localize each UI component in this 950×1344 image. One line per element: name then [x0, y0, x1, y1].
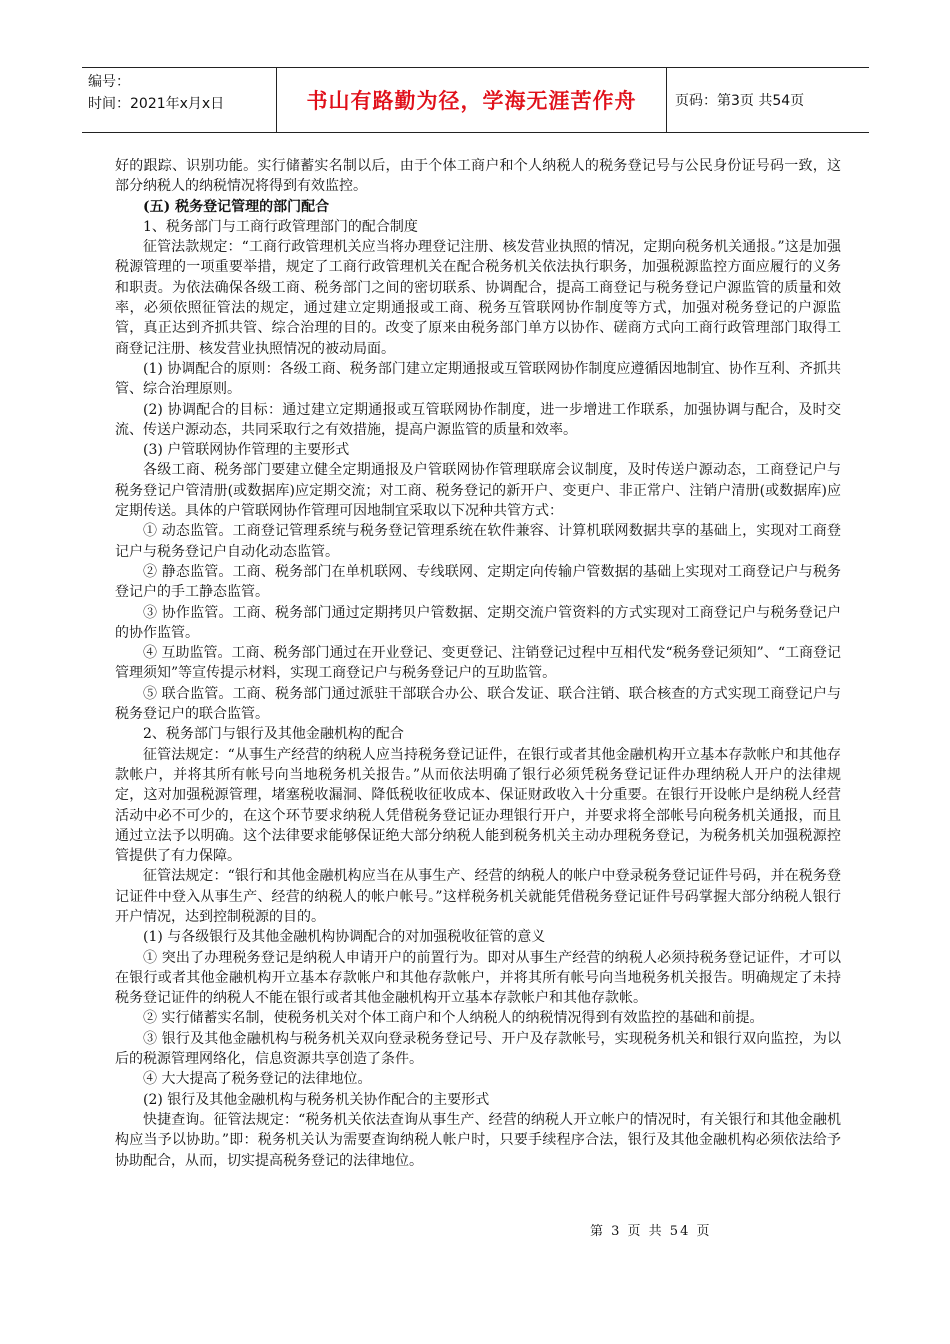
header-page-info: 页码：第3页 共54页 — [675, 93, 805, 109]
paragraph: ③ 银行及其他金融机构与税务机关双向登录税务登记号、开户及存款帐号，实现税务机关和银行双向监控，为以后的税源管理网络化，信息资源共享创造了条件。 — [115, 1030, 841, 1068]
paragraph: ⑤ 联合监管。工商、税务部门通过派驻干部联合办公、联合发证、联合注销、联合核查的方式实现工商登记户与税务登记户的联合监管。 — [115, 685, 841, 723]
paragraph: 征管法规定：“从事生产经营的纳税人应当持税务登记证件，在银行或者其他金融机构开立基本存款帐户和其他存款帐户，并将其所有帐号向当地税务机关报告。”从而依法明确了银行必须凭税务登记证件办理纳税人开户的法律规定，这对加强税源管理，堵塞税收漏洞、降低税收征收成本、保证财政收入十分重要。在银行开设帐户是纳税人经营活动中必不可少的，在这个环节要求纳税人凭借税务登记证办理银行开户，并要求将全部帐号向税务机关通报，而且通过立法予以明确。这个法律要求能够保证绝大部分纳税人能到税务机关主动办理税务登记，为税务机关加强税源控管提供了有力保障。 — [115, 746, 841, 865]
document-number-label: 编号： — [88, 74, 130, 90]
paragraph: (1) 协调配合的原则：各级工商、税务部门建立定期通报或互管联网协作制度应遵循因地制宜、协作互利、齐抓共管、综合治理原则。 — [115, 360, 841, 398]
paragraph: (2) 协调配合的目标：通过建立定期通报或互管联网协作制度，进一步增进工作联系，加强协调与配合，及时交流、传送户源动态，共同采取行之有效措施，提高户源监管的质量和效率。 — [115, 401, 841, 438]
paragraph: 快捷查询。征管法规定：“税务机关依法查询从事生产、经营的纳税人开立帐户的情况时，有关银行和其他金融机构应当予以协助。”即：税务机关认为需要查询纳税人帐户时，只要手续程序合法，银行及其他金融机构必须依法给予协助配合，从而，切实提高税务登记的法律地位。 — [115, 1111, 841, 1169]
paragraph: 1、税务部门与工商行政管理部门的配合制度 — [143, 218, 418, 235]
paragraph: ② 实行储蓄实名制，使税务机关对个体工商户和个人纳税人的纳税情况得到有效监控的基础和前提。 — [143, 1010, 764, 1027]
paragraph: ② 静态监管。工商、税务部门在单机联网、专线联网、定期定向传输户管数据的基础上实现对工商登记户与税务登记户的手工静态监管。 — [115, 563, 841, 601]
paragraph: 征管法款规定：“工商行政管理机关应当将办理登记注册、核发营业执照的情况，定期向税务机关通报。”这是加强税源管理的一项重要举措，规定了工商行政管理机关在配合税务机关依法执行职务，加强税源监控方面应履行的义务和职责。为依法确保各级工商、税务部门之间的密切联系、协调配合，提高工商登记与税务登记户源监管的质量和效率，必须依照征管法的规定，通过建立定期通报或工商、税务互管联网协作制度等方式，加强对税务登记的户源监管，真正达到齐抓共管、综合治理的目的。改变了原来由税务部门单方以协作、磋商方式向工商行政管理部门取得工商登记注册、核发营业执照情况的被动局面。 — [115, 239, 841, 357]
paragraph: (3) 户管联网协作管理的主要形式 — [143, 442, 350, 459]
paragraph: ④ 大大提高了税务登记的法律地位。 — [143, 1071, 372, 1088]
paragraph: ① 突出了办理税务登记是纳税人申请开户的前置行为。即对从事生产经营的纳税人必须持税务登记证件，才可以在银行或者其他金融机构开立基本存款帐户和其他存款帐户，并将其所有帐号向当地税务机关报告。明确规定了未持税务登记证件的纳税人不能在银行或者其他金融机构开立基本存款帐户和其他存款帐。 — [115, 949, 841, 1007]
paragraph: 各级工商、税务部门要建立健全定期通报及户管联网协作管理联席会议制度，及时传送户源动态，工商登记户与税务登记户管清册(或数据库)应定期交流；对工商、税务登记的新开户、变更户、非正常户、注销户清册(或数据库)应定期传送。具体的户管联网协作管理可因地制宜采取以下况种共管方式： — [115, 462, 841, 520]
page-footer: 第 3 页 共 54 页 — [590, 1224, 712, 1239]
paragraph: (1) 与各级银行及其他金融机构协调配合的对加强税收征管的意义 — [143, 929, 546, 946]
document-body — [115, 156, 841, 1171]
header-meta — [82, 68, 277, 132]
paragraph: ④ 互助监管。工商、税务部门通过在开业登记、变更登记、注销登记过程中互相代发“税务登记须知”、“工商登记管理须知”等宣传提示材料，实现工商登记户与税务登记户的互助监管。 — [115, 645, 841, 682]
paragraph: 2、税务部门与银行及其他金融机构的配合 — [143, 726, 404, 743]
header-motto: 书山有路勤为径，学海无涯苦作舟 — [277, 68, 667, 132]
paragraph: ③ 协作监管。工商、税务部门通过定期拷贝户管数据、定期交流户管资料的方式实现对工商登记户与税务登记户的协作监管。 — [115, 604, 841, 641]
paragraph: 征管法规定：“银行和其他金融机构应当在从事生产、经营的纳税人的帐户中登录税务登记证件号码，并在税务登记证件中登入从事生产、经营的纳税人的帐户帐号。”这样税务机关就能凭借税务登记证件号码掌握大部分纳税人银行开户情况，达到控制税源的目的。 — [115, 868, 841, 925]
paragraph: (2) 银行及其他金融机构与税务机关协作配合的主要形式 — [143, 1091, 490, 1108]
section-heading: (五) 税务登记管理的部门配合 — [143, 198, 330, 215]
document-time-label: 时间：2021年x月x日 — [88, 96, 225, 112]
paragraph: 好的跟踪、识别功能。实行储蓄实名制以后，由于个体工商户和个人纳税人的税务登记号与公民身份证号码一致，这部分纳税人的纳税情况将得到有效监控。 — [115, 158, 841, 195]
page-header — [82, 67, 869, 133]
paragraph: ① 动态监管。工商登记管理系统与税务登记管理系统在软件兼容、计算机联网数据共享的基础上，实现对工商登记户与税务登记户自动化动态监管。 — [115, 523, 841, 560]
